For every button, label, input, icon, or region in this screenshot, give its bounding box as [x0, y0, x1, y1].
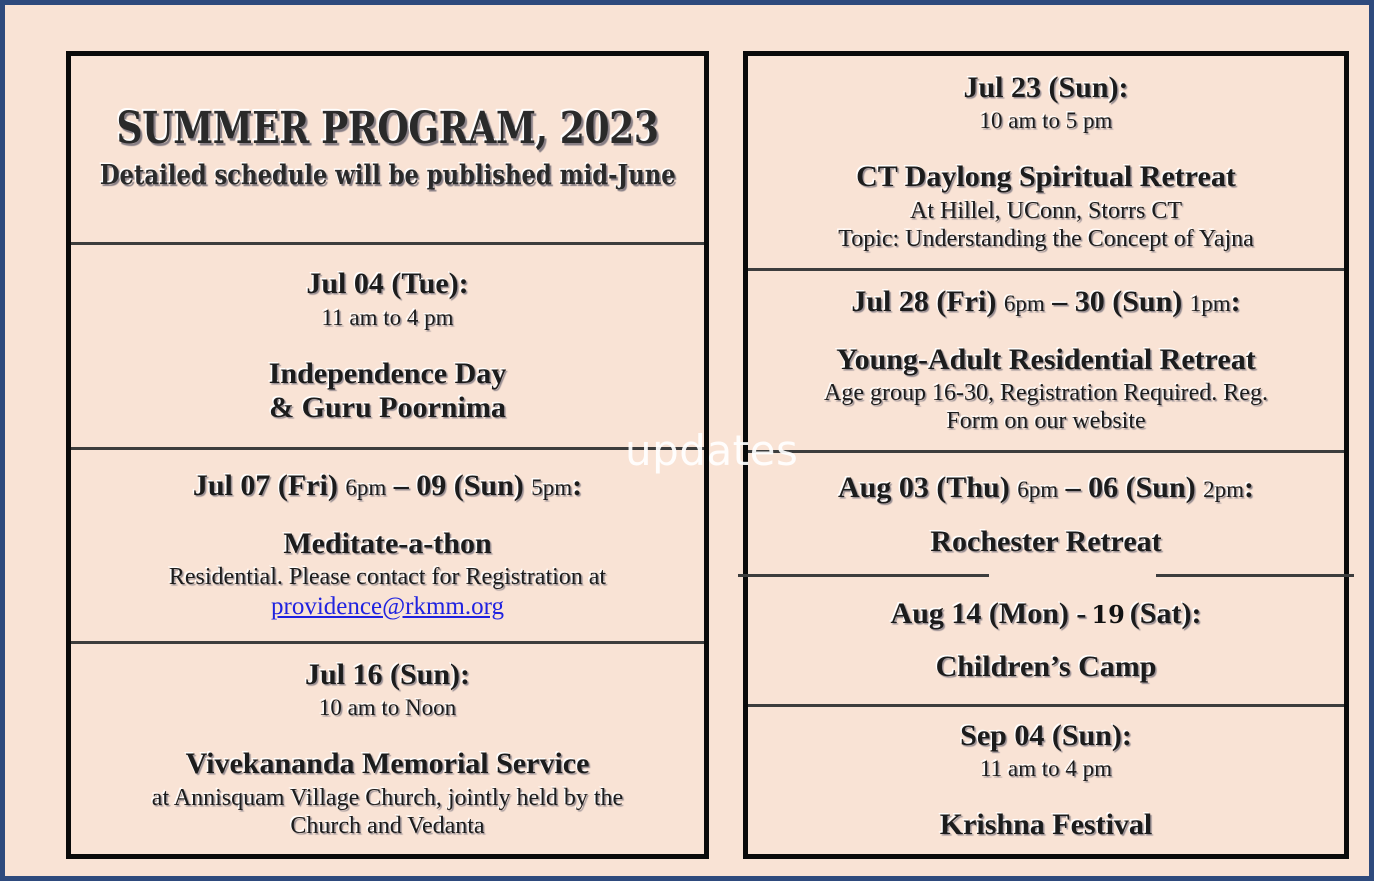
event-date-start: Aug 03 (Thu) — [837, 471, 1010, 505]
event-row-independence-day — [71, 242, 704, 447]
event-date-dash: - — [1076, 596, 1087, 630]
event-date: Jul 23 (Sun): — [963, 70, 1129, 104]
event-title: Meditate-a-thon — [283, 527, 492, 561]
event-date: Sep 04 (Sun): — [960, 718, 1132, 752]
event-date-end: 06 (Sun) — [1088, 471, 1196, 505]
event-note-line1: At Hillel, UConn, Storrs CT — [909, 197, 1182, 224]
event-time: 11 am to 4 pm — [321, 304, 454, 330]
event-title: Young-Adult Residential Retreat — [836, 342, 1256, 376]
event-row-ct-daylong-retreat — [748, 56, 1344, 268]
header-row — [71, 56, 704, 242]
event-date: Jul 16 (Sun): — [304, 657, 471, 691]
event-date — [838, 471, 1254, 505]
event-date-start: Jul 28 (Fri) — [851, 285, 997, 319]
event-time: 10 am to 5 pm — [979, 108, 1113, 134]
page-subtitle: Detailed schedule will be published mid-June — [99, 160, 676, 192]
event-date-end: (Sat): — [1129, 596, 1202, 630]
event-note-line2: Form on our website — [946, 408, 1146, 435]
event-note: Residential. Please contact for Registration at — [168, 564, 607, 591]
event-row-young-adult-retreat — [748, 268, 1344, 450]
event-row-krishna-festival — [748, 704, 1344, 854]
registration-email-link[interactable]: providence@rkmm.org — [271, 592, 504, 620]
event-date: Jul 04 (Tue): — [306, 267, 469, 301]
event-date-patch-number: 19 — [1091, 599, 1125, 629]
event-time-start: 6pm — [345, 475, 387, 501]
event-time-start: 6pm — [1017, 477, 1059, 503]
event-date-dash: – — [393, 469, 409, 503]
event-title-line1: Independence Day — [268, 356, 507, 390]
event-date-end: 30 (Sun) — [1074, 285, 1183, 319]
event-title: Rochester Retreat — [930, 524, 1162, 558]
left-schedule-table — [66, 51, 709, 859]
event-time-end: 5pm — [531, 475, 573, 501]
event-note-line1: Age group 16-30, Registration Required. Reg. — [824, 380, 1268, 407]
event-time: 11 am to 4 pm — [979, 756, 1113, 782]
event-time: 10 am to Noon — [318, 695, 457, 721]
event-time-end: 1pm — [1189, 291, 1231, 317]
event-date-colon: : — [1244, 471, 1255, 505]
flyer-page — [5, 5, 1369, 876]
event-row-rochester-retreat — [748, 450, 1344, 577]
event-note-line1: at Annisquam Village Church, jointly held by the — [151, 784, 624, 811]
event-date-start: Aug 14 (Mon) — [890, 596, 1069, 630]
event-note-line2: Church and Vedanta — [290, 812, 485, 839]
event-row-vivekananda-memorial — [71, 641, 704, 854]
event-date-start: Jul 07 (Fri) — [192, 469, 338, 503]
event-date — [891, 597, 1202, 631]
event-date — [851, 285, 1240, 319]
updates-watermark: updates — [625, 426, 799, 475]
event-time-start: 6pm — [1003, 291, 1045, 317]
event-title: Children’s Camp — [935, 650, 1157, 684]
event-row-meditate-a-thon — [71, 447, 704, 641]
event-row-childrens-camp — [748, 577, 1344, 704]
event-note-line2: Topic: Understanding the Concept of Yajna — [838, 225, 1254, 252]
event-date-dash: – — [1052, 285, 1068, 319]
event-title: Vivekananda Memorial Service — [185, 747, 590, 781]
event-date — [193, 469, 582, 503]
event-date-dash: – — [1065, 471, 1081, 505]
event-title: CT Daylong Spiritual Retreat — [856, 160, 1236, 194]
event-date-colon: : — [572, 469, 583, 503]
right-schedule-table — [743, 51, 1349, 859]
event-date-end: 09 (Sun) — [416, 469, 524, 503]
page-title: SUMMER PROGRAM, 2023 — [116, 103, 659, 155]
event-title: Krishna Festival — [939, 808, 1153, 842]
event-title-line2: & Guru Poornima — [269, 390, 506, 424]
event-time-end: 2pm — [1203, 477, 1245, 503]
event-date-colon: : — [1230, 285, 1241, 319]
